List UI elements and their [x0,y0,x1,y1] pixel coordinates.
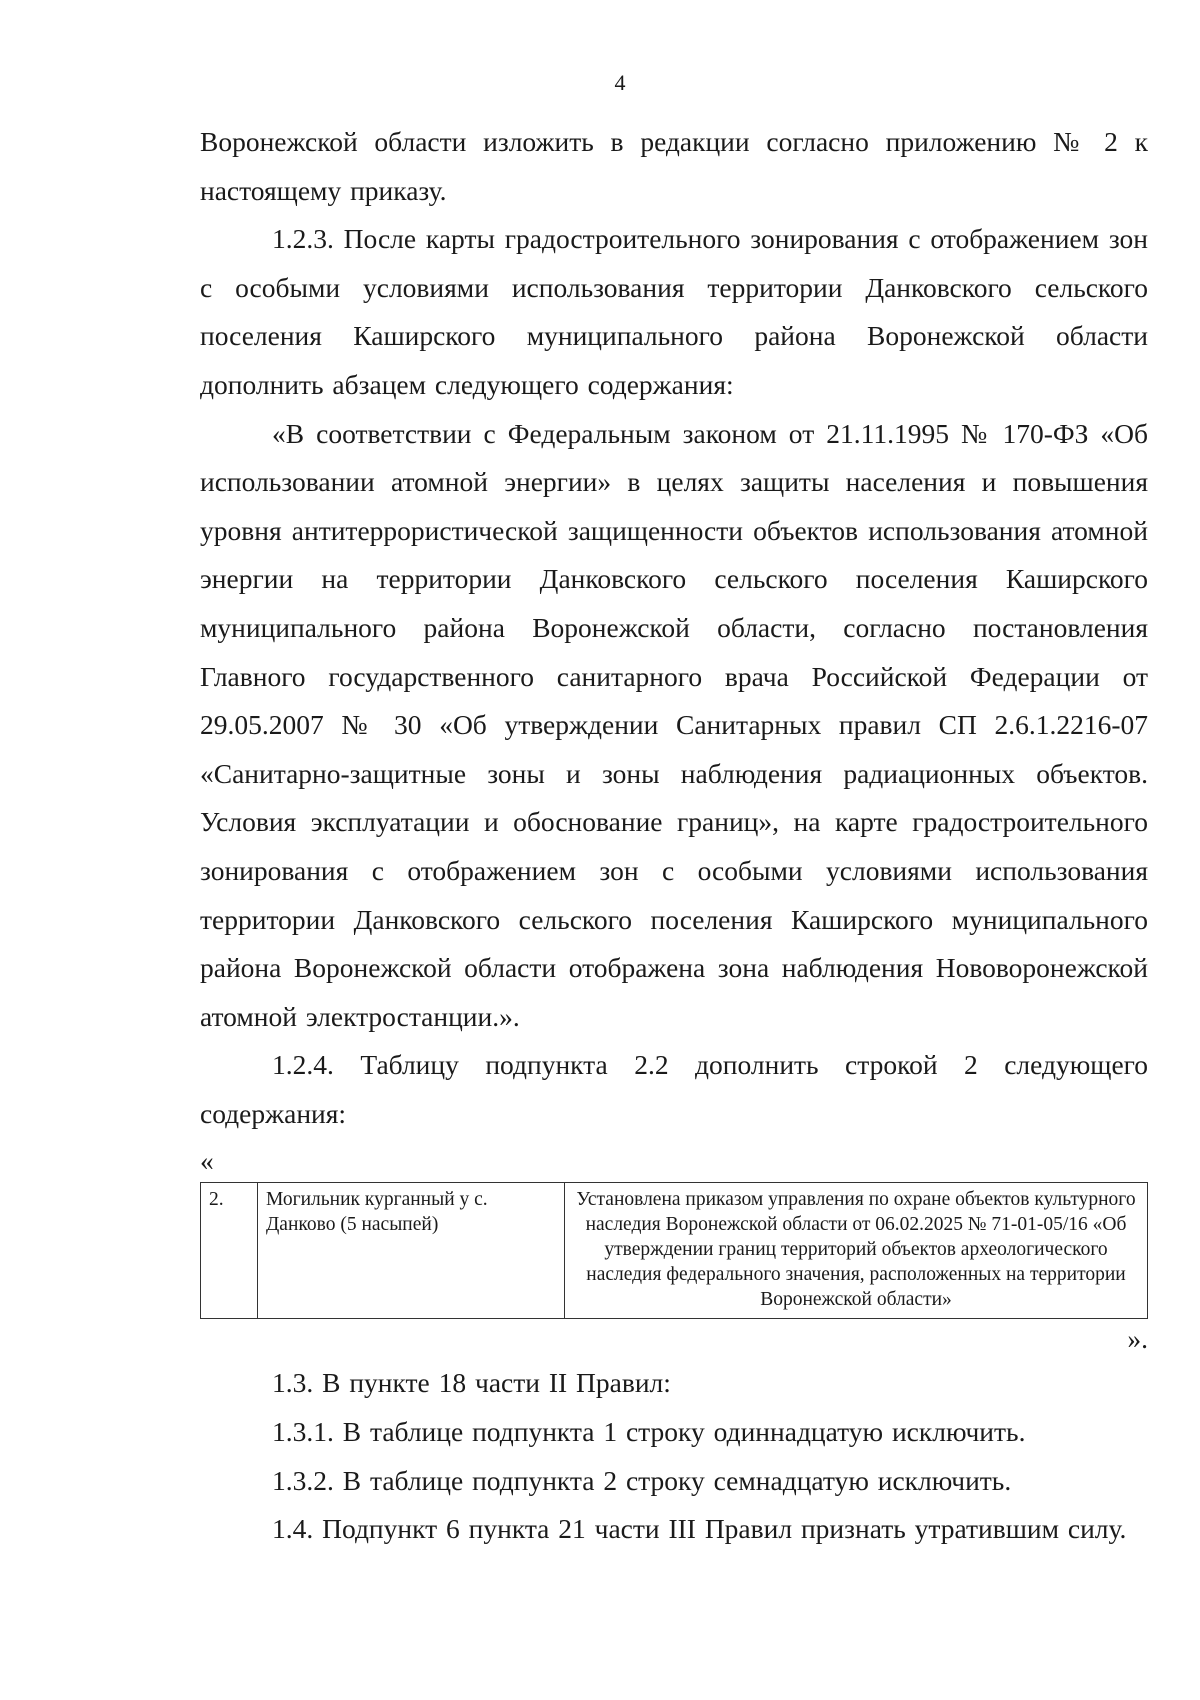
table-cell-number: 2. [201,1183,258,1319]
item-1-3-2: 1.3.2. В таблице подпункта 2 строку семнадцатую исключить. [272,1464,1012,1496]
item-1-3-1: 1.3.1. В таблице подпункта 1 строку одиннадцатую исключить. [272,1416,1026,1448]
paragraph-1-2-4: 1.2.4. Таблицу подпункта 2.2 дополнить строкой 2 следующего содержания: [200,1049,1148,1129]
page-number: 4 [614,70,626,95]
table-cell-object-name: Могильник курганный у с. Данково (5 насыпей) [258,1183,565,1319]
item-1-3: 1.3. В пункте 18 части II Правил: [272,1367,671,1399]
amendment-table [200,1182,1148,1319]
item-1-4: 1.4. Подпункт 6 пункта 21 части III Правил признать утратившим силу. [272,1513,1127,1545]
paragraph-quote-federal-law: «В соответствии с Федеральным законом от 21.11.1995 № 170-ФЗ «Об использовании атомной энергии» в целях защиты населения и повышения уровня антитеррористической защищенности объектов использования атомной энергии на территории Данковского сельского поселения Каширского муниципального района Воронежской области, согласно постановления Главного государственного санитарного врача Российской Федерации от 29.05.2007 № 30 «Об утверждении Санитарных правил СП 2.6.1.2216-07 «Санитарно-защитные зоны и зоны наблюдения радиационных объектов. Условия эксплуатации и обоснование границ», на карте градостроительного зонирования с отображением зон с особыми условиями использования территории Данковского сельского поселения Каширского муниципального района Воронежской области отображена зона наблюдения Нововоронежской атомной электростанции.». [200,417,1148,1032]
closing-quote-mark: ». [1127,1323,1148,1355]
opening-quote-mark: « [200,1145,214,1177]
table-row [201,1183,1148,1319]
paragraph-1-2-3: 1.2.3. После карты градостроительного зонирования с отображением зон с особыми условиями использования территории Данковского сельского поселения Каширского муниципального района Воронежской области дополнить абзацем следующего содержания: [200,223,1148,400]
document-body [200,118,1148,1554]
table-cell-basis: Установлена приказом управления по охране объектов культурного наследия Воронежской области от 06.02.2025 № 71-01-05/16 «Об утверждении границ территорий объектов археологического наследия федерального значения, расположенных на территории Воронежской области» [565,1183,1148,1319]
paragraph-continuation-line1: Воронежской области изложить в редакции согласно приложению № 2 к [200,126,1148,157]
paragraph-continuation-line2: настоящему приказу. [200,174,447,206]
